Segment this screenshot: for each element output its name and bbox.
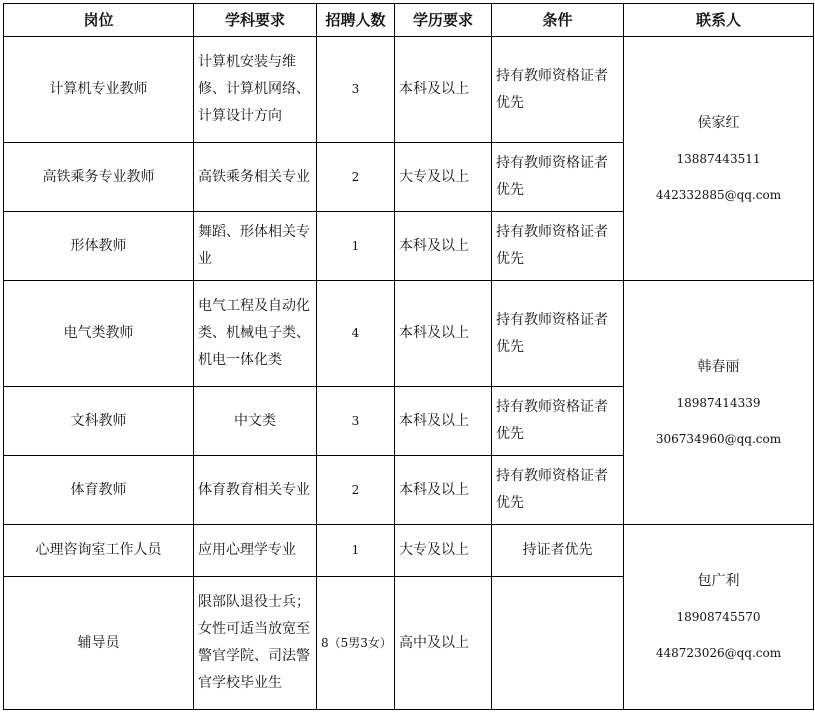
post-cell: 形体教师: [4, 212, 194, 281]
post-cell: 心理咨询室工作人员: [4, 525, 194, 577]
contact-name: 韩春丽: [697, 358, 740, 375]
header-post: 岗位: [4, 4, 194, 37]
subject-cell: 高铁乘务相关专业: [194, 143, 317, 212]
education-cell: 本科及以上: [395, 37, 492, 143]
header-row: [4, 4, 814, 37]
contact-name: 侯家红: [697, 114, 740, 131]
header-subject: 学科要求: [194, 4, 317, 37]
contact-name: 包广利: [697, 573, 740, 589]
table-row: [4, 37, 814, 143]
education-cell: 大专及以上: [395, 525, 492, 577]
recruitment-table: [3, 3, 814, 710]
count-cell: 2: [317, 143, 395, 212]
post-cell: 文科教师: [4, 387, 194, 456]
count-cell: 3: [317, 37, 395, 143]
contact-cell: [624, 37, 814, 281]
condition-cell: 持证者优先: [492, 525, 624, 577]
count-cell: 8（5男3女）: [317, 577, 395, 710]
post-cell: 计算机专业教师: [4, 37, 194, 143]
condition-cell: 持有教师资格证者优先: [492, 37, 624, 143]
condition-cell: [492, 577, 624, 710]
contact-phone: 13887443511: [676, 151, 761, 166]
condition-cell: 持有教师资格证者优先: [492, 281, 624, 387]
subject-cell: 电气工程及自动化类、机械电子类、机电一体化类: [194, 281, 317, 387]
post-cell: 体育教师: [4, 456, 194, 525]
contact-cell: [624, 281, 814, 525]
condition-cell: 持有教师资格证者优先: [492, 387, 624, 456]
table-row: [4, 281, 814, 387]
subject-cell: 应用心理学专业: [194, 525, 317, 577]
contact-email: 448723026@qq.com: [655, 646, 782, 660]
header-count: 招聘人数: [317, 4, 395, 37]
count-cell: 2: [317, 456, 395, 525]
count-cell: 1: [317, 212, 395, 281]
contact-email: 306734960@qq.com: [655, 431, 782, 446]
condition-cell: 持有教师资格证者优先: [492, 143, 624, 212]
condition-cell: 持有教师资格证者优先: [492, 212, 624, 281]
subject-cell: 中文类: [194, 387, 317, 456]
education-cell: 本科及以上: [395, 281, 492, 387]
post-cell: 辅导员: [4, 577, 194, 710]
education-cell: 本科及以上: [395, 456, 492, 525]
education-cell: 本科及以上: [395, 212, 492, 281]
subject-cell: 体育教育相关专业: [194, 456, 317, 525]
condition-cell: 持有教师资格证者优先: [492, 456, 624, 525]
header-condition: 条件: [492, 4, 624, 37]
education-cell: 高中及以上: [395, 577, 492, 710]
count-cell: 4: [317, 281, 395, 387]
subject-cell: 计算机安装与维修、计算机网络、计算设计方向: [194, 37, 317, 143]
header-contact: 联系人: [624, 4, 814, 37]
contact-cell: [624, 525, 814, 710]
subject-cell: 限部队退役士兵；女性可适当放宽至警官学院、司法警官学校毕业生: [194, 577, 317, 710]
contact-email: 442332885@qq.com: [655, 187, 782, 202]
table-row: [4, 525, 814, 577]
contact-phone: 18908745570: [676, 610, 761, 624]
education-cell: 大专及以上: [395, 143, 492, 212]
education-cell: 本科及以上: [395, 387, 492, 456]
subject-cell: 舞蹈、形体相关专业: [194, 212, 317, 281]
count-cell: 1: [317, 525, 395, 577]
header-education: 学历要求: [395, 4, 492, 37]
post-cell: 电气类教师: [4, 281, 194, 387]
contact-phone: 18987414339: [676, 395, 761, 410]
count-cell: 3: [317, 387, 395, 456]
post-cell: 高铁乘务专业教师: [4, 143, 194, 212]
